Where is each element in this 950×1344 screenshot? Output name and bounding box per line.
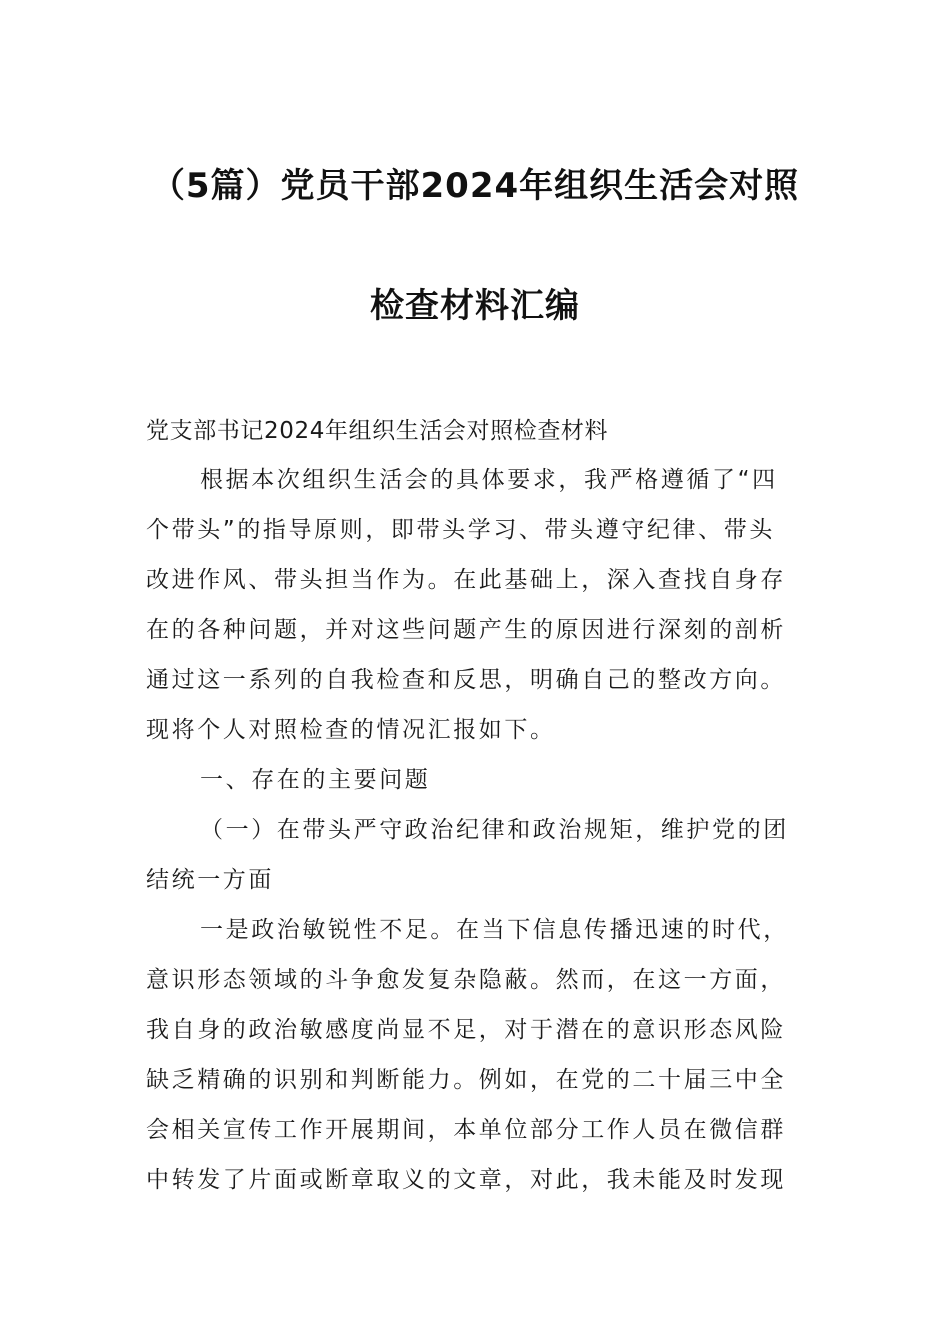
section-subtitle: 党支部书记2024年组织生活会对照检查材料 [146,418,609,444]
paragraph-line: 改进作风、带头担当作为。在此基础上，深入查找自身存 [146,567,786,593]
paragraph-line: 通过这一系列的自我检查和反思，明确自己的整改方向。 [146,667,786,693]
document-title-line-2: 检查材料汇编 [370,286,580,326]
section-heading: 一、存在的主要问题 [200,767,431,793]
paragraph-line: 一是政治敏锐性不足。在当下信息传播迅速的时代， [200,917,789,943]
paragraph-line: 我自身的政治敏感度尚显不足，对于潜在的意识形态风险 [146,1017,786,1043]
paragraph-line: 个带头”的指导原则，即带头学习、带头遵守纪律、带头 [146,517,775,543]
document-title-line-1: （5篇）党员干部2024年组织生活会对照 [150,166,800,206]
paragraph-line: 现将个人对照检查的情况汇报如下。 [146,717,556,743]
subsection-heading-continued: 结统一方面 [146,867,274,893]
paragraph-line: 在的各种问题，并对这些问题产生的原因进行深刻的剖析 [146,617,786,643]
paragraph-line: 中转发了片面或断章取义的文章，对此，我未能及时发现 [146,1167,786,1193]
subsection-heading: （一）在带头严守政治纪律和政治规矩，维护党的团 [200,817,789,843]
paragraph-line: 会相关宣传工作开展期间，本单位部分工作人员在微信群 [146,1117,786,1143]
paragraph-line: 意识形态领域的斗争愈发复杂隐蔽。然而，在这一方面， [146,967,786,993]
paragraph-line: 根据本次组织生活会的具体要求，我严格遵循了“四 [200,467,778,493]
paragraph-line: 缺乏精确的识别和判断能力。例如，在党的二十届三中全 [146,1067,786,1093]
